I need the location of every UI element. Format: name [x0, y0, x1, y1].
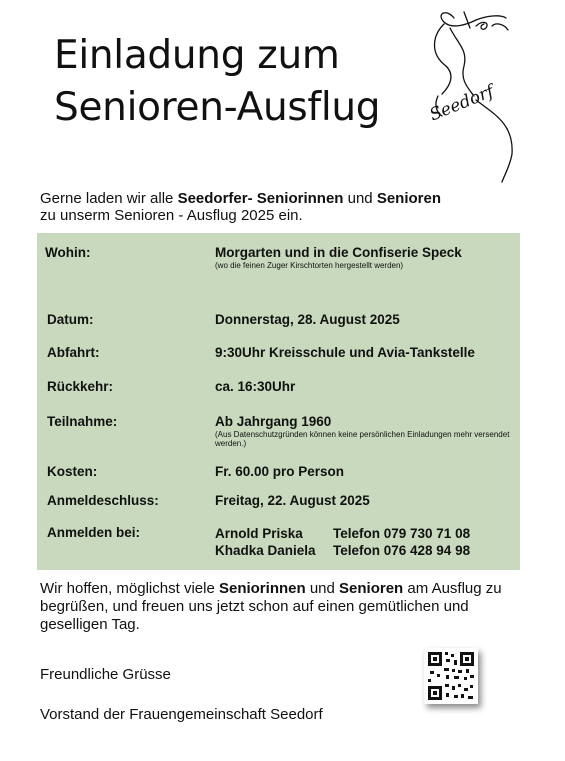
- detail-label: Rückkehr:: [47, 379, 114, 394]
- detail-label: Datum:: [47, 312, 94, 327]
- detail-label: Abfahrt:: [47, 345, 100, 360]
- detail-label: Kosten:: [47, 464, 98, 479]
- signature: Vorstand der Frauengemeinschaft Seedorf: [40, 706, 323, 723]
- contact-phone: Telefon 079 730 71 08: [333, 526, 471, 541]
- contact-phone: Telefon 076 428 94 98: [333, 543, 471, 558]
- contact-name: Khadka Daniela: [215, 543, 316, 558]
- detail-value: ca. 16:30Uhr: [215, 379, 296, 394]
- contact-name: Arnold Priska: [215, 526, 303, 541]
- detail-value: [215, 414, 515, 448]
- detail-value: [215, 525, 515, 559]
- title-line-1: Einladung zum: [54, 33, 340, 78]
- qr-code: [424, 648, 478, 704]
- detail-note: (wo die feinen Zuger Kirschtorten hergestellt werden): [215, 261, 404, 270]
- contact-row: [215, 525, 515, 542]
- detail-value-text: Ab Jahrgang 1960: [215, 414, 332, 429]
- detail-label: Anmelden bei:: [47, 525, 141, 540]
- details-box: [37, 233, 520, 570]
- greeting: Freundliche Grüsse: [40, 666, 171, 683]
- detail-value: 9:30Uhr Kreisschule und Avia-Tankstelle: [215, 345, 475, 360]
- title-line-2: Senioren-Ausflug: [54, 85, 381, 130]
- detail-value: Donnerstag, 28. August 2025: [215, 312, 400, 327]
- detail-label: Teilnahme:: [47, 414, 118, 429]
- page-title: [54, 30, 380, 134]
- detail-value: [215, 245, 515, 270]
- intro-bold-2: Senioren: [376, 190, 442, 207]
- intro-part-2: und: [343, 190, 377, 207]
- detail-label: Wohin:: [45, 245, 91, 260]
- detail-label: Anmeldeschluss:: [47, 493, 159, 508]
- detail-note: (Aus Datenschutzgründen können keine persönlichen Einladungen mehr versendet werden.): [215, 430, 510, 448]
- outro-part-2: und: [305, 580, 340, 597]
- logo-text: Seedorf: [426, 81, 497, 126]
- intro-line-2: zu unserm Senioren - Ausflug 2025 ein.: [40, 207, 303, 224]
- outro-part-3: am Ausflug zu begrüßen, und freuen uns jetzt schon auf einen gemütlichen und geselligen Tag.: [40, 580, 502, 633]
- intro-text: [40, 190, 530, 224]
- outro-bold-2: Senioren: [339, 580, 404, 597]
- detail-value: Freitag, 22. August 2025: [215, 493, 370, 508]
- outro-part-1: Wir hoffen, möglichst viele: [40, 580, 219, 597]
- intro-bold-1: Seedorfer- Seniorinnen: [177, 190, 344, 207]
- contact-row: [215, 542, 515, 559]
- detail-value-text: Morgarten und in die Confiserie Speck: [215, 245, 462, 260]
- seedorf-logo: [424, 4, 524, 184]
- outro-bold-1: Seniorinnen: [218, 580, 306, 597]
- qr-code-icon: [424, 648, 478, 704]
- detail-value: Fr. 60.00 pro Person: [215, 464, 345, 479]
- intro-part-1: Gerne laden wir alle: [40, 190, 178, 207]
- closing-text: [40, 580, 530, 634]
